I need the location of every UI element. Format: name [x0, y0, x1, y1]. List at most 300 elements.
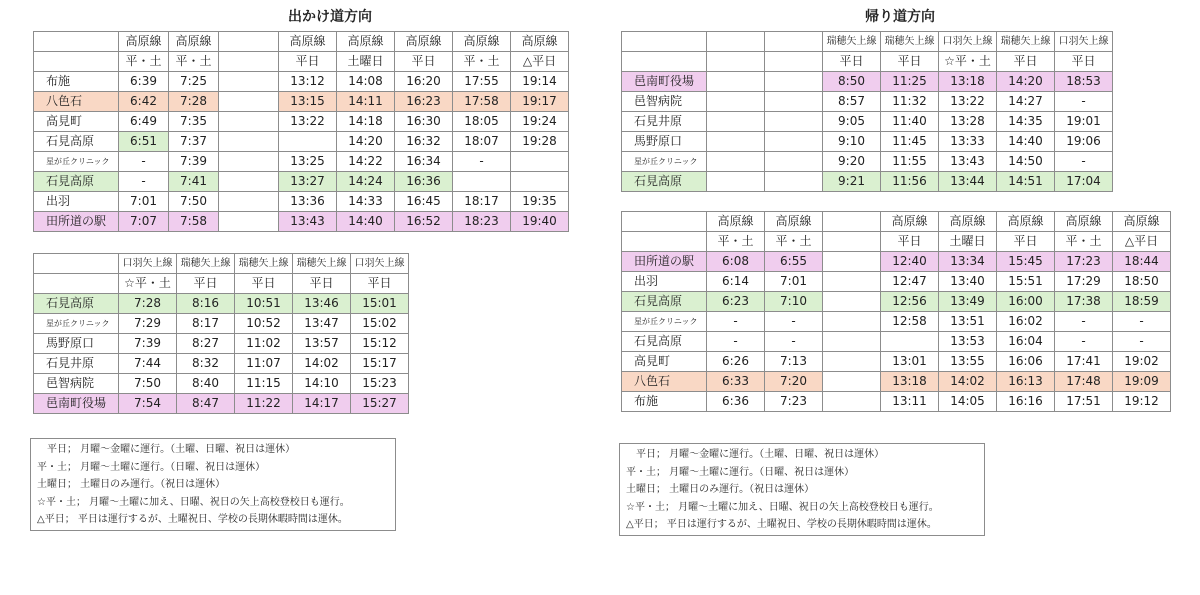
departure-time-cell: 17:04 — [1055, 172, 1113, 192]
departure-time-cell: 13:33 — [939, 132, 997, 152]
stop-name-cell: 田所道の駅 — [34, 212, 119, 232]
departure-time-cell: 6:42 — [119, 92, 169, 112]
departure-time-cell: 7:58 — [169, 212, 219, 232]
departure-time-cell: 13:12 — [279, 72, 337, 92]
service-day-cell — [219, 52, 279, 72]
stop-name-cell: 石見高原 — [622, 332, 707, 352]
stop-name-cell: 高見町 — [34, 112, 119, 132]
departure-time-cell: 7:44 — [119, 354, 177, 374]
departure-time-cell: 11:45 — [881, 132, 939, 152]
departure-time-cell: 14:11 — [337, 92, 395, 112]
departure-time-cell: 16:02 — [997, 312, 1055, 332]
stop-name-cell: 布施 — [34, 72, 119, 92]
departure-time-cell: 11:56 — [881, 172, 939, 192]
departure-time-cell: 14:10 — [293, 374, 351, 394]
route-name-cell: 瑞穂矢上線 — [997, 32, 1055, 52]
inbound-timetable-1 — [621, 31, 1113, 192]
departure-time-cell: 7:13 — [765, 352, 823, 372]
departure-time-cell: 8:16 — [177, 294, 235, 314]
departure-time-cell: 11:55 — [881, 152, 939, 172]
stop-name-cell: 馬野原口 — [34, 334, 119, 354]
service-day-cell: 平・土 — [169, 52, 219, 72]
service-day-row — [622, 232, 1171, 252]
legend-note: ☆平・土； 月曜～土曜に加え、日曜、祝日の矢上高校登校日も運行。 — [37, 496, 350, 508]
departure-time-cell: - — [765, 312, 823, 332]
departure-time-cell: 8:17 — [177, 314, 235, 334]
departure-time-cell: 15:02 — [351, 314, 409, 334]
route-name-cell — [823, 212, 881, 232]
legend-note: 土曜日； 土曜日のみ運行。（祝日は運休） — [626, 484, 815, 495]
route-name-cell: 瑞穂矢上線 — [177, 254, 235, 274]
departure-time-cell: 9:21 — [823, 172, 881, 192]
departure-time-cell — [279, 132, 337, 152]
route-name-cell — [707, 32, 765, 52]
departure-time-cell: 7:10 — [765, 292, 823, 312]
route-name-cell: 高原線 — [997, 212, 1055, 232]
timetable-row — [622, 152, 1113, 172]
departure-time-cell: 12:47 — [881, 272, 939, 292]
departure-time-cell: 17:23 — [1055, 252, 1113, 272]
route-name-cell: 瑞穂矢上線 — [823, 32, 881, 52]
departure-time-cell — [453, 172, 511, 192]
departure-time-cell: 7:39 — [169, 152, 219, 172]
departure-time-cell: 7:07 — [119, 212, 169, 232]
departure-time-cell: 8:50 — [823, 72, 881, 92]
departure-time-cell: - — [1113, 312, 1171, 332]
service-day-cell: 平・土 — [707, 232, 765, 252]
departure-time-cell: 13:27 — [279, 172, 337, 192]
departure-time-cell — [823, 272, 881, 292]
departure-time-cell: 18:07 — [453, 132, 511, 152]
departure-time-cell: 14:51 — [997, 172, 1055, 192]
route-name-cell — [34, 32, 119, 52]
route-name-cell: 高原線 — [939, 212, 997, 232]
departure-time-cell: 13:22 — [939, 92, 997, 112]
inbound-title: 帰り道方向 — [865, 9, 935, 25]
departure-time-cell: - — [1055, 312, 1113, 332]
service-day-cell: 平日 — [997, 232, 1055, 252]
departure-time-cell: 14:17 — [293, 394, 351, 414]
departure-time-cell — [219, 152, 279, 172]
departure-time-cell — [823, 352, 881, 372]
outbound-timetable-2 — [33, 253, 409, 414]
timetable-row — [622, 292, 1171, 312]
departure-time-cell: 14:20 — [997, 72, 1055, 92]
departure-time-cell — [823, 372, 881, 392]
departure-time-cell: 13:36 — [279, 192, 337, 212]
route-name-cell — [219, 32, 279, 52]
departure-time-cell — [511, 152, 569, 172]
departure-time-cell: 10:51 — [235, 294, 293, 314]
departure-time-cell: 17:48 — [1055, 372, 1113, 392]
departure-time-cell: 7:01 — [765, 272, 823, 292]
departure-time-cell: 17:51 — [1055, 392, 1113, 412]
departure-time-cell: 19:12 — [1113, 392, 1171, 412]
legend-note: 平・土； 月曜～土曜に運行。（日曜、祝日は運休） — [626, 466, 855, 478]
departure-time-cell: 13:44 — [939, 172, 997, 192]
stop-name-cell: 邑南町役場 — [622, 72, 707, 92]
departure-time-cell — [823, 312, 881, 332]
legend-note: △平日； 平日は運行するが、土曜祝日、学校の長期休暇時間は運休。 — [37, 514, 348, 525]
departure-time-cell: 7:37 — [169, 132, 219, 152]
departure-time-cell: 13:01 — [881, 352, 939, 372]
departure-time-cell — [219, 172, 279, 192]
departure-time-cell — [707, 92, 765, 112]
departure-time-cell: 18:23 — [453, 212, 511, 232]
departure-time-cell: 14:40 — [997, 132, 1055, 152]
departure-time-cell: 19:09 — [1113, 372, 1171, 392]
route-name-cell: 高原線 — [511, 32, 569, 52]
departure-time-cell: 13:49 — [939, 292, 997, 312]
departure-time-cell: - — [119, 152, 169, 172]
service-day-row — [34, 274, 409, 294]
departure-time-cell: 14:20 — [337, 132, 395, 152]
service-day-cell: 平・土 — [453, 52, 511, 72]
departure-time-cell: 7:29 — [119, 314, 177, 334]
stop-name-cell: 石見高原 — [622, 292, 707, 312]
departure-time-cell — [219, 192, 279, 212]
route-header-row — [622, 32, 1113, 52]
stop-name-cell: 八色石 — [34, 92, 119, 112]
stop-name-cell: 石見高原 — [622, 172, 707, 192]
departure-time-cell: 18:59 — [1113, 292, 1171, 312]
stop-name-cell: 高見町 — [622, 352, 707, 372]
departure-time-cell: 15:51 — [997, 272, 1055, 292]
route-name-cell — [622, 32, 707, 52]
departure-time-cell — [219, 112, 279, 132]
departure-time-cell: 14:05 — [939, 392, 997, 412]
service-day-cell: 土曜日 — [337, 52, 395, 72]
departure-time-cell: 14:33 — [337, 192, 395, 212]
departure-time-cell: 13:43 — [279, 212, 337, 232]
departure-time-cell: 11:07 — [235, 354, 293, 374]
departure-time-cell: - — [765, 332, 823, 352]
timetable-row — [622, 272, 1171, 292]
timetable-row — [34, 72, 569, 92]
service-day-cell: 平・土 — [119, 52, 169, 72]
service-day-cell — [707, 52, 765, 72]
service-day-cell: 平日 — [235, 274, 293, 294]
timetable-row — [34, 152, 569, 172]
departure-time-cell: 19:01 — [1055, 112, 1113, 132]
legend-note: ☆平・土； 月曜～土曜に加え、日曜、祝日の矢上高校登校日も運行。 — [626, 501, 939, 513]
route-name-cell: 高原線 — [395, 32, 453, 52]
service-day-cell — [823, 232, 881, 252]
departure-time-cell: 16:36 — [395, 172, 453, 192]
service-day-cell: 平日 — [881, 52, 939, 72]
route-name-cell: 高原線 — [119, 32, 169, 52]
departure-time-cell: 16:13 — [997, 372, 1055, 392]
departure-time-cell — [823, 392, 881, 412]
departure-time-cell: 6:39 — [119, 72, 169, 92]
outbound-timetable-1 — [33, 31, 569, 232]
stop-name-cell: 石見井原 — [34, 354, 119, 374]
stop-name-cell: 八色石 — [622, 372, 707, 392]
departure-time-cell: 16:00 — [997, 292, 1055, 312]
departure-time-cell — [511, 172, 569, 192]
departure-time-cell: 19:40 — [511, 212, 569, 232]
service-day-cell — [34, 52, 119, 72]
departure-time-cell: 19:06 — [1055, 132, 1113, 152]
legend-note: 土曜日； 土曜日のみ運行。（祝日は運休） — [37, 479, 226, 490]
departure-time-cell: 13:51 — [939, 312, 997, 332]
departure-time-cell: 15:23 — [351, 374, 409, 394]
departure-time-cell: 6:55 — [765, 252, 823, 272]
service-day-cell — [765, 52, 823, 72]
departure-time-cell: 16:20 — [395, 72, 453, 92]
departure-time-cell: 7:01 — [119, 192, 169, 212]
departure-time-cell: 19:02 — [1113, 352, 1171, 372]
departure-time-cell: - — [1055, 152, 1113, 172]
service-day-cell — [622, 52, 707, 72]
departure-time-cell: 13:18 — [939, 72, 997, 92]
departure-time-cell: 17:58 — [453, 92, 511, 112]
departure-time-cell: 7:54 — [119, 394, 177, 414]
service-day-cell — [34, 274, 119, 294]
departure-time-cell: 13:11 — [881, 392, 939, 412]
departure-time-cell: 14:22 — [337, 152, 395, 172]
departure-time-cell: 16:30 — [395, 112, 453, 132]
service-day-cell: 平・土 — [1055, 232, 1113, 252]
timetable-row — [622, 352, 1171, 372]
departure-time-cell: 6:51 — [119, 132, 169, 152]
route-header-row — [622, 212, 1171, 232]
departure-time-cell — [823, 332, 881, 352]
stop-name-cell: 石見高原 — [34, 132, 119, 152]
route-name-cell: 高原線 — [169, 32, 219, 52]
departure-time-cell: 6:33 — [707, 372, 765, 392]
stop-name-cell: 邑南町役場 — [34, 394, 119, 414]
timetable-row — [622, 252, 1171, 272]
timetable-row — [34, 132, 569, 152]
departure-time-cell: 7:50 — [169, 192, 219, 212]
route-name-cell — [765, 32, 823, 52]
timetable-row — [34, 294, 409, 314]
departure-time-cell: - — [1055, 332, 1113, 352]
departure-time-cell: 8:27 — [177, 334, 235, 354]
inbound-timetable-2 — [621, 211, 1171, 412]
departure-time-cell — [219, 72, 279, 92]
timetable-row — [622, 332, 1171, 352]
service-day-row — [34, 52, 569, 72]
departure-time-cell: 14:08 — [337, 72, 395, 92]
departure-time-cell: 16:16 — [997, 392, 1055, 412]
departure-time-cell: 11:25 — [881, 72, 939, 92]
departure-time-cell: - — [453, 152, 511, 172]
departure-time-cell: 14:35 — [997, 112, 1055, 132]
departure-time-cell: 9:10 — [823, 132, 881, 152]
departure-time-cell: 17:41 — [1055, 352, 1113, 372]
departure-time-cell: 13:22 — [279, 112, 337, 132]
departure-time-cell: 6:23 — [707, 292, 765, 312]
service-day-cell: ☆平・土 — [119, 274, 177, 294]
departure-time-cell: 13:47 — [293, 314, 351, 334]
service-day-cell: 平・土 — [765, 232, 823, 252]
stop-name-cell: 石見高原 — [34, 294, 119, 314]
departure-time-cell: 11:02 — [235, 334, 293, 354]
departure-time-cell: 7:50 — [119, 374, 177, 394]
stop-name-cell: 星が丘クリニック — [34, 314, 119, 334]
departure-time-cell: 7:28 — [169, 92, 219, 112]
route-name-cell — [34, 254, 119, 274]
departure-time-cell — [219, 132, 279, 152]
departure-time-cell: 7:41 — [169, 172, 219, 192]
departure-time-cell: 19:17 — [511, 92, 569, 112]
departure-time-cell: 13:43 — [939, 152, 997, 172]
departure-time-cell: 8:40 — [177, 374, 235, 394]
departure-time-cell: 14:50 — [997, 152, 1055, 172]
route-name-cell: 瑞穂矢上線 — [293, 254, 351, 274]
route-name-cell: 瑞穂矢上線 — [235, 254, 293, 274]
departure-time-cell: 19:35 — [511, 192, 569, 212]
departure-time-cell: 18:50 — [1113, 272, 1171, 292]
departure-time-cell: 6:08 — [707, 252, 765, 272]
departure-time-cell: 14:40 — [337, 212, 395, 232]
stop-name-cell: 出羽 — [622, 272, 707, 292]
departure-time-cell: - — [707, 332, 765, 352]
route-name-cell: 高原線 — [707, 212, 765, 232]
route-name-cell: 高原線 — [279, 32, 337, 52]
departure-time-cell: - — [1055, 92, 1113, 112]
service-day-cell — [622, 232, 707, 252]
departure-time-cell — [707, 132, 765, 152]
service-day-cell: 平日 — [177, 274, 235, 294]
stop-name-cell: 馬野原口 — [622, 132, 707, 152]
departure-time-cell: - — [707, 312, 765, 332]
departure-time-cell: 8:57 — [823, 92, 881, 112]
stop-name-cell: 石見井原 — [622, 112, 707, 132]
service-day-cell: 平日 — [279, 52, 337, 72]
departure-time-cell: 13:40 — [939, 272, 997, 292]
departure-time-cell: 6:49 — [119, 112, 169, 132]
departure-time-cell — [707, 112, 765, 132]
service-day-cell: 土曜日 — [939, 232, 997, 252]
departure-time-cell: 18:17 — [453, 192, 511, 212]
departure-time-cell: 11:15 — [235, 374, 293, 394]
departure-time-cell: 16:32 — [395, 132, 453, 152]
departure-time-cell — [765, 92, 823, 112]
timetable-row — [34, 374, 409, 394]
route-name-cell: 口羽矢上線 — [351, 254, 409, 274]
timetable-row — [622, 372, 1171, 392]
departure-time-cell: 7:39 — [119, 334, 177, 354]
timetable-row — [34, 314, 409, 334]
route-name-cell: 高原線 — [1113, 212, 1171, 232]
service-day-cell: ☆平・土 — [939, 52, 997, 72]
route-name-cell: 高原線 — [337, 32, 395, 52]
departure-time-cell — [823, 252, 881, 272]
stop-name-cell: 布施 — [622, 392, 707, 412]
service-day-cell: 平日 — [823, 52, 881, 72]
departure-time-cell: 16:23 — [395, 92, 453, 112]
departure-time-cell: 18:53 — [1055, 72, 1113, 92]
departure-time-cell: 9:05 — [823, 112, 881, 132]
departure-time-cell: 16:45 — [395, 192, 453, 212]
departure-time-cell: 16:04 — [997, 332, 1055, 352]
stop-name-cell: 星が丘クリニック — [34, 152, 119, 172]
departure-time-cell: 13:55 — [939, 352, 997, 372]
stop-name-cell: 田所道の駅 — [622, 252, 707, 272]
departure-time-cell — [707, 152, 765, 172]
timetable-row — [622, 132, 1113, 152]
timetable-row — [34, 112, 569, 132]
departure-time-cell: 13:57 — [293, 334, 351, 354]
timetable-row — [622, 392, 1171, 412]
stop-name-cell: 星が丘クリニック — [622, 152, 707, 172]
departure-time-cell — [823, 292, 881, 312]
timetable-row — [34, 92, 569, 112]
departure-time-cell: 11:40 — [881, 112, 939, 132]
departure-time-cell: 12:58 — [881, 312, 939, 332]
route-name-cell: 高原線 — [765, 212, 823, 232]
service-day-cell: 平日 — [1055, 52, 1113, 72]
route-name-cell: 高原線 — [453, 32, 511, 52]
departure-time-cell: 8:32 — [177, 354, 235, 374]
departure-time-cell — [765, 172, 823, 192]
departure-time-cell: 6:36 — [707, 392, 765, 412]
departure-time-cell: 7:35 — [169, 112, 219, 132]
departure-time-cell: 13:18 — [881, 372, 939, 392]
timetable-row — [622, 72, 1113, 92]
outbound-title: 出かけ道方向 — [288, 9, 372, 25]
departure-time-cell — [765, 132, 823, 152]
departure-time-cell: 7:23 — [765, 392, 823, 412]
departure-time-cell: 13:28 — [939, 112, 997, 132]
route-name-cell: 瑞穂矢上線 — [881, 32, 939, 52]
service-day-row — [622, 52, 1113, 72]
stop-name-cell: 出羽 — [34, 192, 119, 212]
departure-time-cell: 13:34 — [939, 252, 997, 272]
departure-time-cell: 19:14 — [511, 72, 569, 92]
departure-time-cell: 14:24 — [337, 172, 395, 192]
departure-time-cell: 11:22 — [235, 394, 293, 414]
service-day-cell: 平日 — [881, 232, 939, 252]
service-day-cell: 平日 — [293, 274, 351, 294]
departure-time-cell: 16:52 — [395, 212, 453, 232]
departure-time-cell: 15:01 — [351, 294, 409, 314]
timetable-row — [622, 312, 1171, 332]
route-name-cell: 口羽矢上線 — [939, 32, 997, 52]
legend-note: 平日； 月曜～金曜に運行。（土曜、日曜、祝日は運休） — [37, 444, 296, 455]
service-day-cell: △平日 — [1113, 232, 1171, 252]
timetable-row — [622, 112, 1113, 132]
legend-note: 平日； 月曜～金曜に運行。（土曜、日曜、祝日は運休） — [626, 449, 885, 460]
departure-time-cell: 15:12 — [351, 334, 409, 354]
departure-time-cell: 17:55 — [453, 72, 511, 92]
departure-time-cell: 13:25 — [279, 152, 337, 172]
departure-time-cell: 14:02 — [939, 372, 997, 392]
timetable-row — [34, 212, 569, 232]
departure-time-cell: 14:18 — [337, 112, 395, 132]
departure-time-cell: 19:24 — [511, 112, 569, 132]
departure-time-cell: 13:53 — [939, 332, 997, 352]
departure-time-cell: 13:46 — [293, 294, 351, 314]
departure-time-cell: - — [1113, 332, 1171, 352]
route-header-row — [34, 254, 409, 274]
departure-time-cell — [765, 152, 823, 172]
departure-time-cell: 17:38 — [1055, 292, 1113, 312]
inbound-legend-notes — [619, 443, 985, 536]
departure-time-cell — [219, 92, 279, 112]
legend-note: △平日； 平日は運行するが、土曜祝日、学校の長期休暇時間は運休。 — [626, 519, 937, 530]
stop-name-cell: 石見高原 — [34, 172, 119, 192]
departure-time-cell: 7:20 — [765, 372, 823, 392]
departure-time-cell: 7:28 — [119, 294, 177, 314]
departure-time-cell: 6:26 — [707, 352, 765, 372]
departure-time-cell: 16:34 — [395, 152, 453, 172]
departure-time-cell: 8:47 — [177, 394, 235, 414]
departure-time-cell — [707, 72, 765, 92]
